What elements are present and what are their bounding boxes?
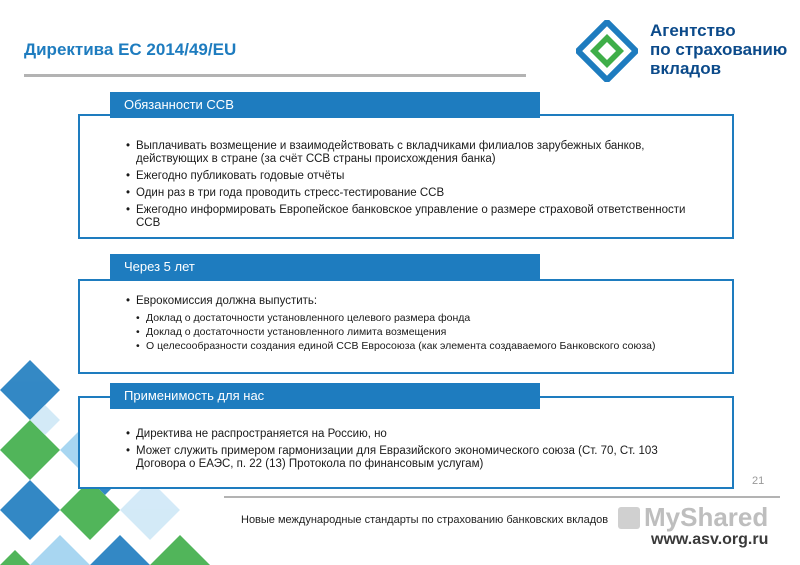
sub-list-item: • О целесообразности создания единой ССВ Евросоюза (как элемента создаваемого Банковского союза) xyxy=(136,340,706,352)
logo-text xyxy=(650,21,787,78)
list-item: • Директива не распространяется на Россию, но xyxy=(126,428,706,441)
list-item: • Ежегодно публиковать годовые отчёты xyxy=(126,170,706,183)
logo-line-3: вкладов xyxy=(650,59,722,78)
footer-divider xyxy=(224,496,780,498)
slide-title: Директива ЕС 2014/49/EU xyxy=(24,40,237,59)
watermark xyxy=(618,502,768,533)
page-number: 21 xyxy=(752,475,765,487)
sub-list-item: • Доклад о достаточности установленного целевого размера фонда xyxy=(136,312,706,324)
section-obligations xyxy=(78,114,734,239)
section-five-years xyxy=(78,279,734,374)
list-item: • Еврокомиссия должна выпустить: xyxy=(126,295,706,308)
footer-text: Новые международные стандарты по страхованию банковских вкладов xyxy=(241,514,609,526)
sub-list-item: • Доклад о достаточности установленного лимита возмещения xyxy=(136,326,706,338)
list-item: • Ежегодно информировать Европейское банковское управление о размере страховой ответственности ССВ xyxy=(126,204,706,230)
watermark-text: MyShared xyxy=(644,502,769,532)
logo-icon xyxy=(576,20,638,82)
section-heading-applicability: Применимость для нас xyxy=(110,383,540,409)
section-applicability xyxy=(78,396,734,489)
watermark-icon xyxy=(618,507,640,529)
section-heading-obligations: Обязанности ССВ xyxy=(110,92,540,118)
site-url[interactable]: www.asv.org.ru xyxy=(651,531,769,548)
title-divider xyxy=(24,74,526,77)
logo-line-1: Агентство xyxy=(650,21,736,40)
section-heading-five-years: Через 5 лет xyxy=(110,254,540,280)
agency-logo xyxy=(576,18,791,84)
list-item: • Один раз в три года проводить стресс-тестирование ССВ xyxy=(126,187,706,200)
list-item: • Выплачивать возмещение и взаимодействовать с вкладчиками филиалов зарубежных банков, действующих в стране (за счёт ССВ страны происхождения банка) xyxy=(126,140,706,166)
list-item: • Может служить примером гармонизации для Евразийского экономического союза (Ст. 70, Ст. 103 Договора о ЕАЭС, п. 22 (13) Протокола по финансовым услугам) xyxy=(126,445,706,471)
logo-line-2: по страхованию xyxy=(650,40,788,59)
